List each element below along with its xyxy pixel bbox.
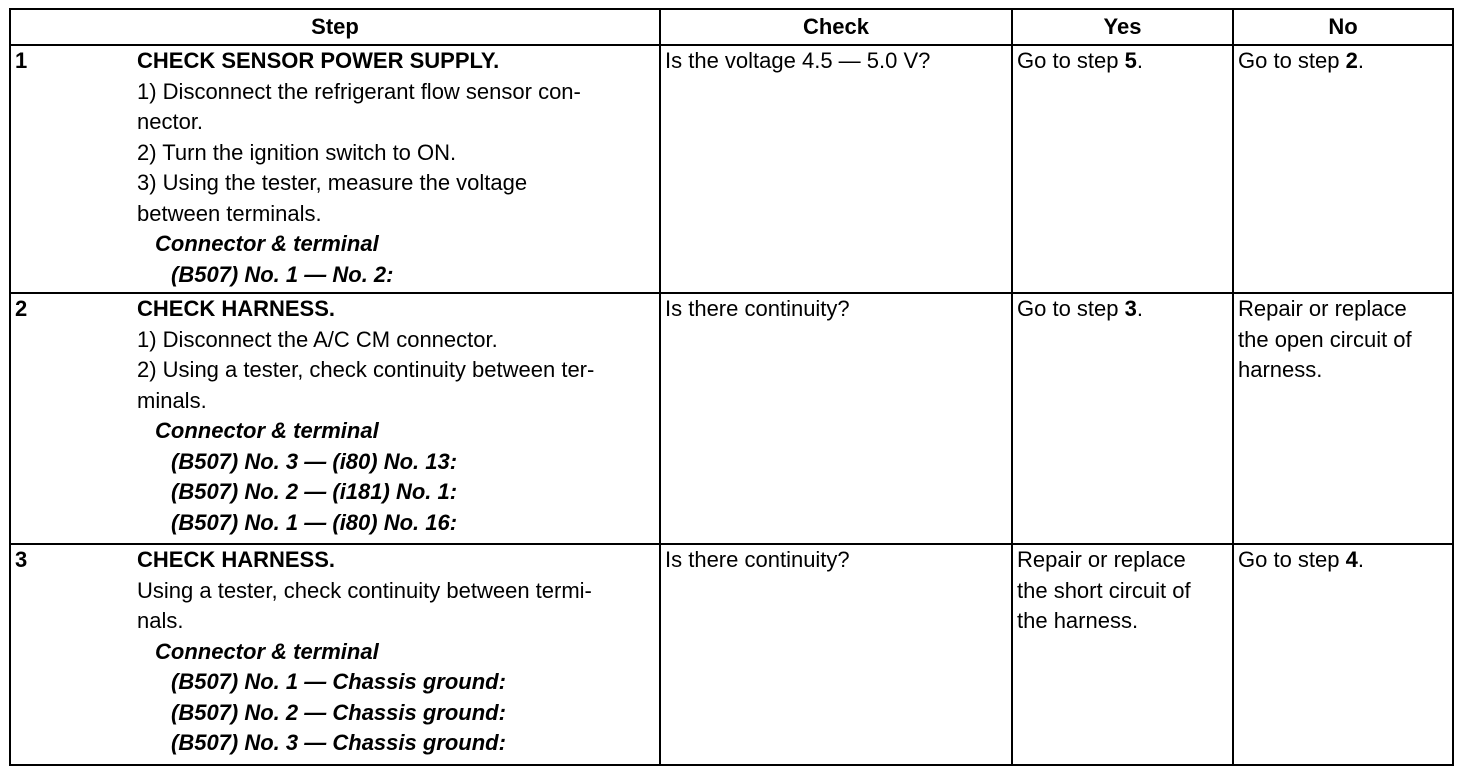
connector-line: (B507) No. 1 — (i80) No. 16:: [171, 509, 458, 535]
step-line: nector.: [137, 109, 204, 134]
yes-step-ref: 3: [1124, 296, 1137, 321]
connector-title: Connector & terminal: [155, 418, 379, 443]
no-cell: [1233, 544, 1453, 765]
table-row: [10, 45, 1453, 293]
yes-step-ref: 5: [1124, 48, 1137, 73]
check-cell: Is the voltage 4.5 — 5.0 V?: [660, 45, 1012, 293]
connector-line: (B507) No. 1 — No. 2:: [171, 261, 394, 287]
no-cell: [1233, 45, 1453, 293]
no-tail: .: [1357, 547, 1364, 572]
step-number: 3: [15, 547, 28, 572]
header-check: Check: [660, 9, 1012, 45]
header-yes: Yes: [1012, 9, 1233, 45]
check-cell: Is there continuity?: [660, 544, 1012, 765]
step-title: CHECK HARNESS.: [137, 547, 336, 572]
no-line: the open circuit of: [1238, 326, 1412, 352]
step-cell: [10, 293, 660, 544]
step-line: 2) Turn the ignition switch to ON.: [137, 139, 457, 165]
no-line: harness.: [1238, 357, 1323, 382]
connector-title: Connector & terminal: [155, 638, 379, 664]
no-tail: .: [1357, 48, 1364, 73]
connector-line: (B507) No. 2 — (i181) No. 1:: [171, 479, 458, 504]
yes-line: Repair or replace: [1017, 547, 1186, 572]
step-number: 2: [15, 296, 28, 321]
connector-title: Connector & terminal: [155, 231, 379, 256]
step-line: 3) Using the tester, measure the voltage: [137, 170, 528, 195]
connector-line: (B507) No. 3 — Chassis ground:: [171, 730, 506, 755]
yes-line: the short circuit of: [1017, 577, 1191, 603]
yes-cell: [1012, 45, 1233, 293]
step-line: minals.: [137, 387, 207, 413]
header-step: Step: [10, 9, 660, 45]
yes-cell: [1012, 544, 1233, 765]
no-step-ref: 2: [1345, 48, 1358, 73]
no-text: Go to step: [1238, 48, 1346, 73]
step-cell: [10, 45, 660, 293]
step-title: CHECK SENSOR POWER SUPPLY.: [137, 48, 500, 73]
yes-tail: .: [1136, 48, 1143, 73]
step-title: CHECK HARNESS.: [137, 296, 336, 321]
no-text: Go to step: [1238, 547, 1346, 572]
step-line: 1) Disconnect the refrigerant flow sensor con-: [137, 78, 581, 104]
step-line: 2) Using a tester, check continuity between ter-: [137, 357, 595, 382]
no-step-ref: 4: [1345, 547, 1358, 572]
step-line: 1) Disconnect the A/C CM connector.: [137, 326, 498, 352]
header-row: [10, 9, 1453, 45]
yes-text: Go to step: [1017, 296, 1125, 321]
header-no: No: [1233, 9, 1453, 45]
yes-line: the harness.: [1017, 608, 1139, 633]
table-row: [10, 544, 1453, 765]
step-line: Using a tester, check continuity between termi-: [137, 577, 592, 603]
table-row: [10, 293, 1453, 544]
step-number: 1: [15, 48, 28, 73]
connector-line: (B507) No. 2 — Chassis ground:: [171, 699, 506, 725]
connector-line: (B507) No. 1 — Chassis ground:: [171, 669, 506, 694]
diagnostic-table: [9, 8, 1454, 766]
yes-text: Go to step: [1017, 48, 1125, 73]
yes-tail: .: [1136, 296, 1143, 321]
check-cell: Is there continuity?: [660, 293, 1012, 544]
step-line: between terminals.: [137, 200, 322, 226]
step-line: nals.: [137, 608, 184, 633]
yes-cell: [1012, 293, 1233, 544]
no-cell: [1233, 293, 1453, 544]
no-line: Repair or replace: [1238, 296, 1407, 321]
connector-line: (B507) No. 3 — (i80) No. 13:: [171, 448, 458, 474]
step-cell: [10, 544, 660, 765]
